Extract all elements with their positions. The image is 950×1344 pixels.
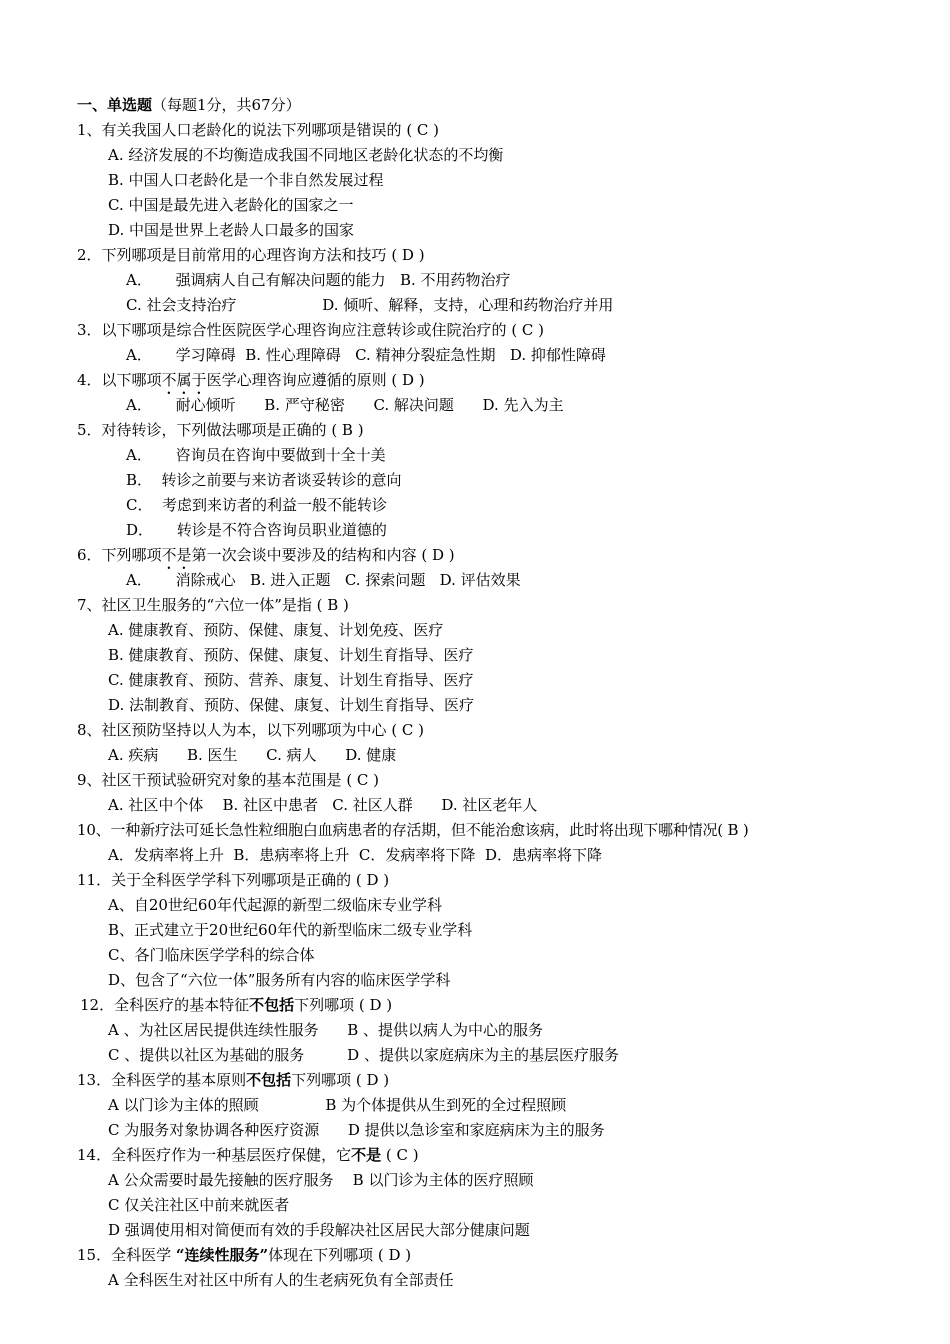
question-4-stem-part-2: 医学心理咨询应遵循的原则 ( D )	[206, 371, 425, 389]
question-9-stem: 9、社区干预试验研究对象的基本范围是 ( C )	[77, 771, 380, 789]
question-4-emphasis: 不属于	[161, 371, 207, 389]
question-15-emphasis: “连续性服务”	[175, 1246, 269, 1264]
question-5-option-a: A． 咨询员在咨询中要做到十全十美	[126, 446, 386, 464]
section-note: （每题1分，共67分）	[152, 96, 301, 114]
question-5-option-d: D． 转诊是不符合咨询员职业道德的	[126, 521, 387, 539]
question-13-options-line-2: C 为服务对象协调各种医疗资源 D 提供以急诊室和家庭病床为主的服务	[108, 1121, 605, 1139]
question-4-stem-part-1: 4．以下哪项	[77, 371, 162, 389]
question-14-options-line-3: D 强调使用相对简便而有效的手段解决社区居民大部分健康问题	[108, 1221, 530, 1239]
question-6-options: A． 消除戒心 B. 进入正题 C. 探索问题 D. 评估效果	[126, 571, 521, 589]
section-title: 一、单选题	[77, 96, 153, 114]
question-6-stem-part-2: 第一次会谈中要涉及的结构和内容 ( D )	[191, 546, 455, 564]
question-8-options: A. 疾病 B. 医生 C. 病人 D. 健康	[108, 746, 397, 764]
question-2-options-line-2: C. 社会支持治疗 D. 倾听、解释，支持，心理和药物治疗并用	[126, 296, 614, 314]
question-6-emphasis: 不是	[161, 546, 192, 564]
question-2-stem: 2．下列哪项是目前常用的心理咨询方法和技巧 ( D )	[77, 246, 425, 264]
question-13-emphasis: 不包括	[246, 1071, 292, 1089]
question-8-stem: 8、社区预防坚持以人为本，以下列哪项为中心 ( C )	[77, 721, 425, 739]
question-14-stem-part-2: ( C )	[381, 1146, 419, 1164]
question-6-stem	[77, 545, 455, 565]
question-3-stem: 3．以下哪项是综合性医院医学心理咨询应注意转诊或住院治疗的 ( C )	[77, 321, 545, 339]
question-7-option-c: C. 健康教育、预防、营养、康复、计划生育指导、医疗	[108, 671, 474, 689]
question-12-emphasis: 不包括	[249, 996, 295, 1014]
question-14-stem-part-1: 14．全科医疗作为一种基层医疗保健，它	[77, 1146, 352, 1164]
question-7-option-a: A. 健康教育、预防、保健、康复、计划免疫、医疗	[108, 621, 444, 639]
question-15-option-a: A 全科医生对社区中所有人的生老病死负有全部责任	[108, 1271, 454, 1289]
question-12-stem-part-2: 下列哪项 ( D )	[294, 996, 393, 1014]
question-4-options: A． 耐心倾听 B. 严守秘密 C. 解决问题 D. 先入为主	[126, 396, 564, 414]
question-5-option-c: C． 考虑到来访者的利益一般不能转诊	[126, 496, 388, 514]
question-14-options-line-1: A 公众需要时最先接触的医疗服务 B 以门诊为主体的医疗照顾	[108, 1171, 534, 1189]
question-11-option-c: C、各门临床医学学科的综合体	[108, 946, 315, 964]
question-15-stem-part-1: 15．全科医学	[77, 1246, 176, 1264]
question-11-option-a: A、自20世纪60年代起源的新型二级临床专业学科	[108, 896, 443, 914]
question-14-stem	[77, 1145, 419, 1165]
question-6-stem-part-1: 6．下列哪项	[77, 546, 162, 564]
question-14-options-line-2: C 仅关注社区中前来就医者	[108, 1196, 290, 1214]
question-15-stem-part-2: 体现在下列哪项 ( D )	[268, 1246, 412, 1264]
question-11-option-d: D、包含了“六位一体”服务所有内容的临床医学学科	[108, 971, 451, 989]
question-12-options-line-2: C 、提供以社区为基础的服务 D 、提供以家庭病床为主的基层医疗服务	[108, 1046, 619, 1064]
question-5-option-b: B． 转诊之前要与来访者谈妥转诊的意向	[126, 471, 402, 489]
question-13-stem-part-2: 下列哪项 ( D )	[291, 1071, 390, 1089]
question-10-options: A．发病率将上升 B．患病率将上升 C．发病率将下降 D．患病率将下降	[108, 846, 602, 864]
question-15-stem	[77, 1245, 411, 1265]
question-13-stem	[77, 1070, 389, 1090]
question-3-options: A． 学习障碍 B. 性心理障碍 C. 精神分裂症急性期 D. 抑郁性障碍	[126, 346, 606, 364]
question-11-option-b: B、正式建立于20世纪60年代的新型临床二级专业学科	[108, 921, 473, 939]
question-1-option-b: B. 中国人口老龄化是一个非自然发展过程	[108, 171, 384, 189]
question-12-stem	[80, 995, 392, 1015]
question-7-option-d: D. 法制教育、预防、保健、康复、计划生育指导、医疗	[108, 696, 475, 714]
question-13-options-line-1: A 以门诊为主体的照顾 B 为个体提供从生到死的全过程照顾	[108, 1096, 567, 1114]
question-1-option-d: D. 中国是世界上老龄人口最多的国家	[108, 221, 355, 239]
question-12-stem-part-1: 12．全科医疗的基本特征	[80, 996, 250, 1014]
section-heading	[77, 95, 301, 115]
question-10-stem: 10、一种新疗法可延长急性粒细胞白血病患者的存活期，但不能治愈该病，此时将出现下哪种情况( B )	[77, 821, 749, 839]
question-9-options: A. 社区中个体 B. 社区中患者 C. 社区人群 D. 社区老年人	[108, 796, 538, 814]
question-1-option-c: C. 中国是最先进入老龄化的国家之一	[108, 196, 354, 214]
question-12-options-line-1: A 、为社区居民提供连续性服务 B 、提供以病人为中心的服务	[108, 1021, 544, 1039]
question-1-option-a: A. 经济发展的不均衡造成我国不同地区老龄化状态的不均衡	[108, 146, 504, 164]
question-4-stem	[77, 370, 425, 390]
question-2-options-line-1: A． 强调病人自己有解决问题的能力 B. 不用药物治疗	[126, 271, 511, 289]
question-13-stem-part-1: 13．全科医学的基本原则	[77, 1071, 247, 1089]
question-1-stem: 1、有关我国人口老龄化的说法下列哪项是错误的 ( C )	[77, 121, 440, 139]
question-11-stem: 11．关于全科医学学科下列哪项是正确的 ( D )	[77, 871, 390, 889]
question-14-emphasis: 不是	[351, 1146, 382, 1164]
question-7-stem: 7、社区卫生服务的“六位一体”是指 ( B )	[77, 596, 349, 614]
question-7-option-b: B. 健康教育、预防、保健、康复、计划生育指导、医疗	[108, 646, 474, 664]
question-5-stem: 5．对待转诊，下列做法哪项是正确的 ( B )	[77, 421, 364, 439]
